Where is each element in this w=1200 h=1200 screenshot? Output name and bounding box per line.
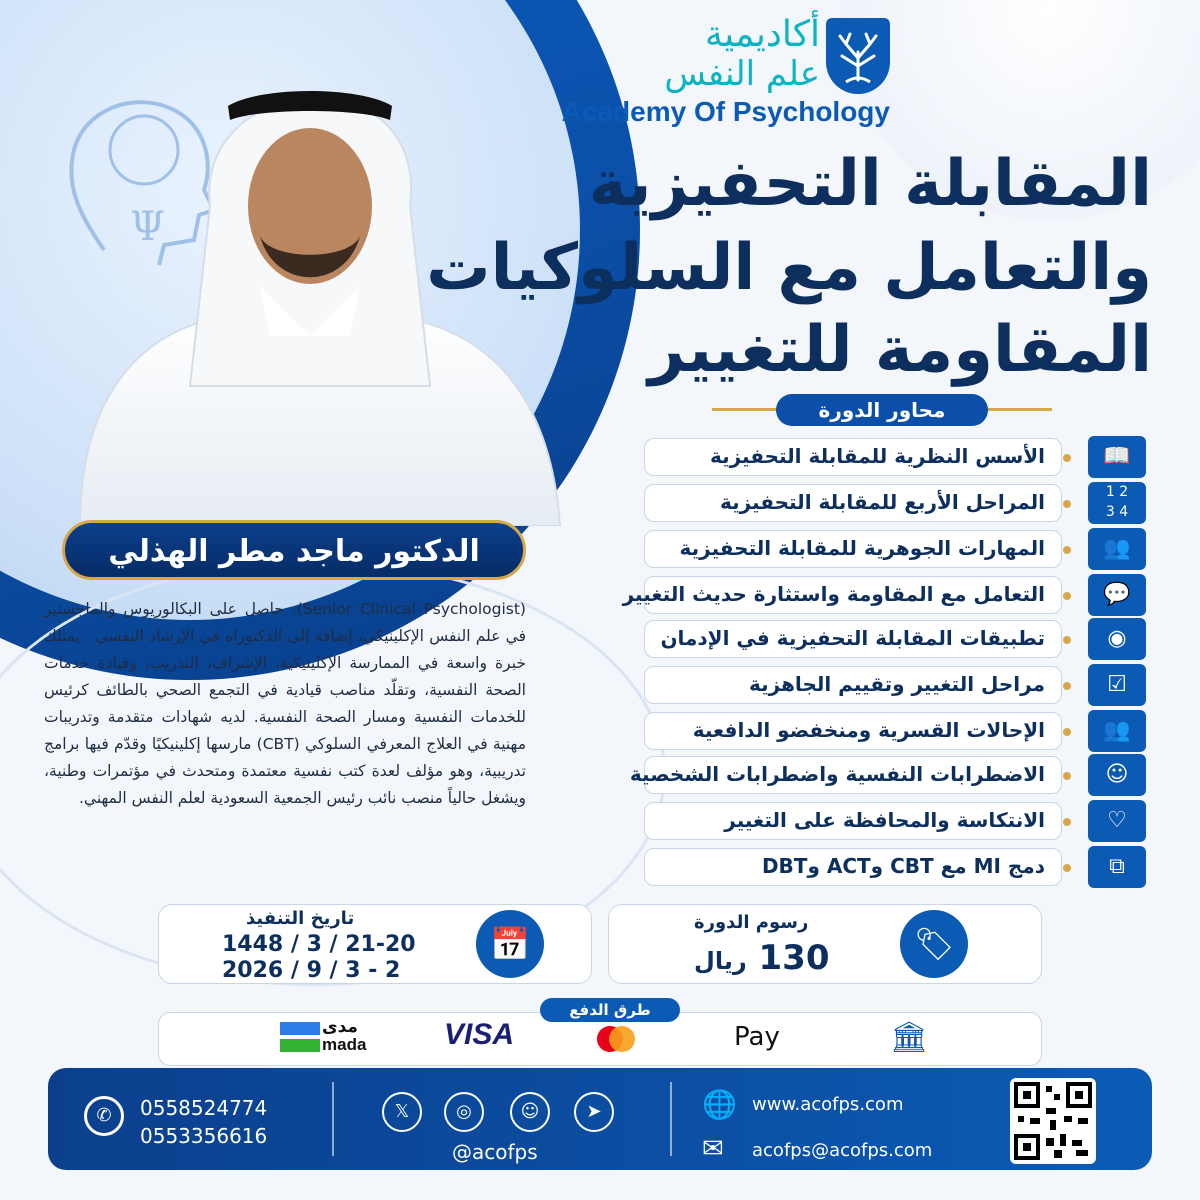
number-grid-icon: 1 2 3 4 <box>1088 482 1146 524</box>
schedule-hijri: 1448 / 3 / 21-20 <box>222 932 416 957</box>
axis-item <box>644 530 1062 568</box>
footer-divider <box>670 1082 672 1156</box>
axis-item-label: الإحالات القسرية ومنخفضو الدافعية <box>692 718 1045 742</box>
mastercard-logo <box>592 1024 640 1054</box>
axis-item <box>644 484 1062 522</box>
axis-item-label: التعامل مع المقاومة واستثارة حديث التغيير <box>622 582 1045 606</box>
fees-currency: ريال <box>694 947 747 975</box>
axis-item-label: مراحل التغيير وتقييم الجاهزية <box>748 672 1045 696</box>
axis-item <box>644 712 1062 750</box>
brain-icon: ◉ <box>1088 618 1146 660</box>
whatsapp-icon[interactable]: ✆ <box>84 1096 124 1136</box>
schedule-label: تاريخ التنفيذ <box>246 908 355 929</box>
axis-item-label: الانتكاسة والمحافظة على التغيير <box>724 808 1045 832</box>
email-link[interactable]: acofps@acofps.com <box>752 1140 933 1161</box>
x-twitter-icon[interactable]: 𝕏 <box>382 1092 422 1132</box>
title-line2: والتعامل مع السلوكيات <box>426 231 1152 305</box>
people-icon: 👥 <box>1088 710 1146 752</box>
apple-pay-label: Pay <box>734 1022 780 1052</box>
axis-item <box>622 576 1062 614</box>
axis-item <box>644 438 1062 476</box>
checklist-icon: ☑ <box>1088 664 1146 706</box>
social-handle[interactable]: @acofps <box>452 1140 538 1164</box>
logo-arabic-line2: علم النفس <box>664 54 820 94</box>
shield-heart-icon: ♡ <box>1088 800 1146 842</box>
axis-item-label: تطبيقات المقابلة التحفيزية في الإدمان <box>660 626 1045 650</box>
mada-latin: mada <box>322 1035 367 1054</box>
bank-icon: 🏛 <box>890 1020 929 1055</box>
axis-item <box>644 848 1062 886</box>
axis-item <box>644 802 1062 840</box>
apple-pay-logo <box>734 1022 780 1052</box>
envelope-icon: ✉ <box>702 1134 724 1164</box>
fees-amount: 130 <box>758 938 830 978</box>
head-profile-icon: ☺ <box>1088 754 1146 796</box>
price-tag-icon: 🏷 <box>900 910 968 978</box>
logo-english-name: Academy Of Psychology <box>561 96 890 127</box>
title-line3: المقاومة للتغيير <box>648 313 1152 387</box>
axis-item <box>629 756 1062 794</box>
title-line1: المقابلة التحفيزية <box>588 147 1152 221</box>
mada-logo-stripes <box>280 1022 320 1052</box>
presenter-name: الدكتور ماجد مطر الهذلي <box>62 520 526 580</box>
qr-code[interactable] <box>1010 1078 1096 1164</box>
chat-bubble-icon: 💬 <box>1088 574 1146 616</box>
website-link[interactable]: www.acofps.com <box>752 1094 904 1115</box>
axis-item-label: الاضطرابات النفسية واضطرابات الشخصية <box>629 762 1045 786</box>
presenter-photo <box>60 86 570 526</box>
phone-2[interactable]: 0553356616 <box>140 1124 268 1148</box>
axis-item-label: المراحل الأربع للمقابلة التحفيزية <box>719 490 1045 514</box>
instagram-icon[interactable]: ◎ <box>444 1092 484 1132</box>
svg-text:Ψ: Ψ <box>130 204 166 250</box>
fees-amount-row <box>694 938 830 978</box>
phone-1[interactable]: 0558524774 <box>140 1096 268 1120</box>
telegram-icon[interactable]: ➤ <box>574 1092 614 1132</box>
open-book-icon: 📖 <box>1088 436 1146 478</box>
axis-item <box>644 620 1062 658</box>
axis-item-label: دمج MI مع CBT وACT وDBT <box>761 854 1045 878</box>
group-icon: 👥 <box>1088 528 1146 570</box>
schedule-gregorian: 2026 / 9 / 3 - 2 <box>222 958 401 983</box>
axes-heading: محاور الدورة <box>776 394 988 426</box>
mada-arabic: مدى <box>322 1017 358 1037</box>
academy-logo-tree-icon <box>826 18 890 94</box>
logo-arabic-line1: أكاديمية <box>704 14 820 55</box>
calendar-icon: 📅 <box>476 910 544 978</box>
footer-divider <box>332 1082 334 1156</box>
visa-logo: VISA <box>444 1018 515 1051</box>
axis-item-label: المهارات الجوهرية للمقابلة التحفيزية <box>679 536 1045 560</box>
snapchat-icon[interactable]: ☺ <box>510 1092 550 1132</box>
fees-label: رسوم الدورة <box>694 912 809 933</box>
payment-heading: طرق الدفع <box>540 998 680 1022</box>
axis-item <box>644 666 1062 704</box>
globe-icon: 🌐 <box>702 1088 737 1121</box>
presenter-bio: (Senior Clinical Psychologist). حاصل على البكالوريوس والماجستير في علم النفس الإكلينيكي، إضافة إلى الدكتوراه في الإرشاد النفسي . يمتلك خبرة واسعة في الممارسة الإكلينيكية، الإشراف، التدريب، وقيادة خدمات الصحة النفسية، وتقلّد مناصب قيادية في التجمع الصحي بالطائف كرئيس للخدمات النفسية ومسار الصحة النفسية. لديه شهادات متقدمة وتدريبات مهنية في العلاج المعرفي السلوكي (CBT) مارسها إكلينيكيًا وقدّم فيها برامج تدريبية، وهو مؤلف لعدة كتب نفسية معتمدة ومتحدث في مؤتمرات وطنية، ويشغل حالياً منصب نائب رئيس الجمعية السعودية لعلم النفس المهني. <box>44 600 527 807</box>
puzzle-icon: ⧉ <box>1088 846 1146 888</box>
axis-item-label: الأسس النظرية للمقابلة التحفيزية <box>709 444 1045 468</box>
